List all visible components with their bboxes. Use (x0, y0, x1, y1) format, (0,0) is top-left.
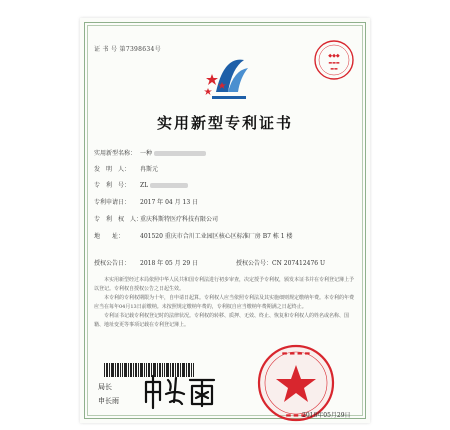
director-sub-label: 申长雨 (98, 397, 119, 405)
corner-stamp-icon (312, 38, 356, 82)
field-value: 2018 年 05 月 29 日 (140, 260, 199, 267)
redacted-mark (150, 183, 188, 188)
field-label: 专利申请日： (94, 199, 131, 206)
field-application-date (94, 197, 198, 206)
field-value: 2017 年 04 月 13 日 (140, 199, 199, 206)
field-utility-model-name (94, 148, 206, 157)
body-paragraph: 本专利的专利权期限为十年，自申请日起算。专利权人应当依照专利法及其实施细则规定缴纳年费。本专利的年费应当在每年04月13日前缴纳。未按照规定缴纳年费的，专利权自应当缴纳年费期满之日起终止。 (94, 295, 355, 310)
field-label: 发 明 人： (94, 166, 131, 173)
field-patent-number (94, 180, 188, 189)
field-label: 专 利 权 人： (94, 216, 143, 223)
body-paragraph: 本实用新型经过本局依照中华人民共和国专利法进行初步审查，决定授予专利权，颁发本证书并在专利登记簿上予以登记。专利权自授权公告之日起生效。 (94, 277, 355, 292)
svg-text:◆◆◆: ◆◆◆ (328, 53, 340, 59)
director-signature-icon (140, 372, 220, 410)
redacted-mark (154, 151, 206, 156)
patent-office-emblem-icon (198, 48, 258, 108)
field-address (94, 231, 293, 240)
seal-date: 2018年05月29日 (302, 412, 351, 419)
field-label: 专 利 号： (94, 182, 131, 189)
svg-text:▬▬: ▬▬ (330, 66, 338, 71)
field-label: 授权公告号： (236, 260, 273, 267)
field-grant-date (94, 258, 198, 267)
certificate-page (80, 18, 370, 423)
svg-text:▬▬▬: ▬▬▬ (328, 60, 340, 65)
field-label: 实用新型名称： (94, 150, 137, 157)
field-value: 401520 重庆市合川工业园区核心区标准厂房 B7 栋 1 楼 (140, 233, 293, 240)
field-value: 冉斯元 (140, 166, 159, 173)
field-label: 授权公告日： (94, 260, 131, 267)
field-patentee (94, 214, 218, 223)
field-value: CN 207412476 U (272, 260, 326, 267)
svg-text:▬ ▬ ▬: ▬ ▬ ▬ (285, 412, 307, 419)
body-paragraph: 专利证书记载专利权登记时的法律状况。专利权的转移、质押、无效、终止、恢复和专利权人的姓名或名称、国籍、地址变更等事项记载在专利登记簿上。 (94, 313, 350, 328)
director-label: 局长 (98, 383, 112, 391)
certificate-title: 实用新型专利证书 (156, 114, 293, 132)
certificate-number: 证 书 号 第7398634号 (94, 46, 161, 53)
field-grant-number (236, 258, 325, 267)
svg-text:▬ ▬ ▬ ▬: ▬ ▬ ▬ ▬ (281, 350, 311, 357)
certificate-body-text (94, 276, 356, 330)
field-inventor (94, 164, 158, 173)
field-value: ZL (140, 182, 149, 189)
field-value: 重庆科斯特医疗科技有限公司 (140, 216, 219, 223)
field-label: 地 址： (94, 233, 125, 240)
field-value: 一种 (140, 150, 153, 157)
